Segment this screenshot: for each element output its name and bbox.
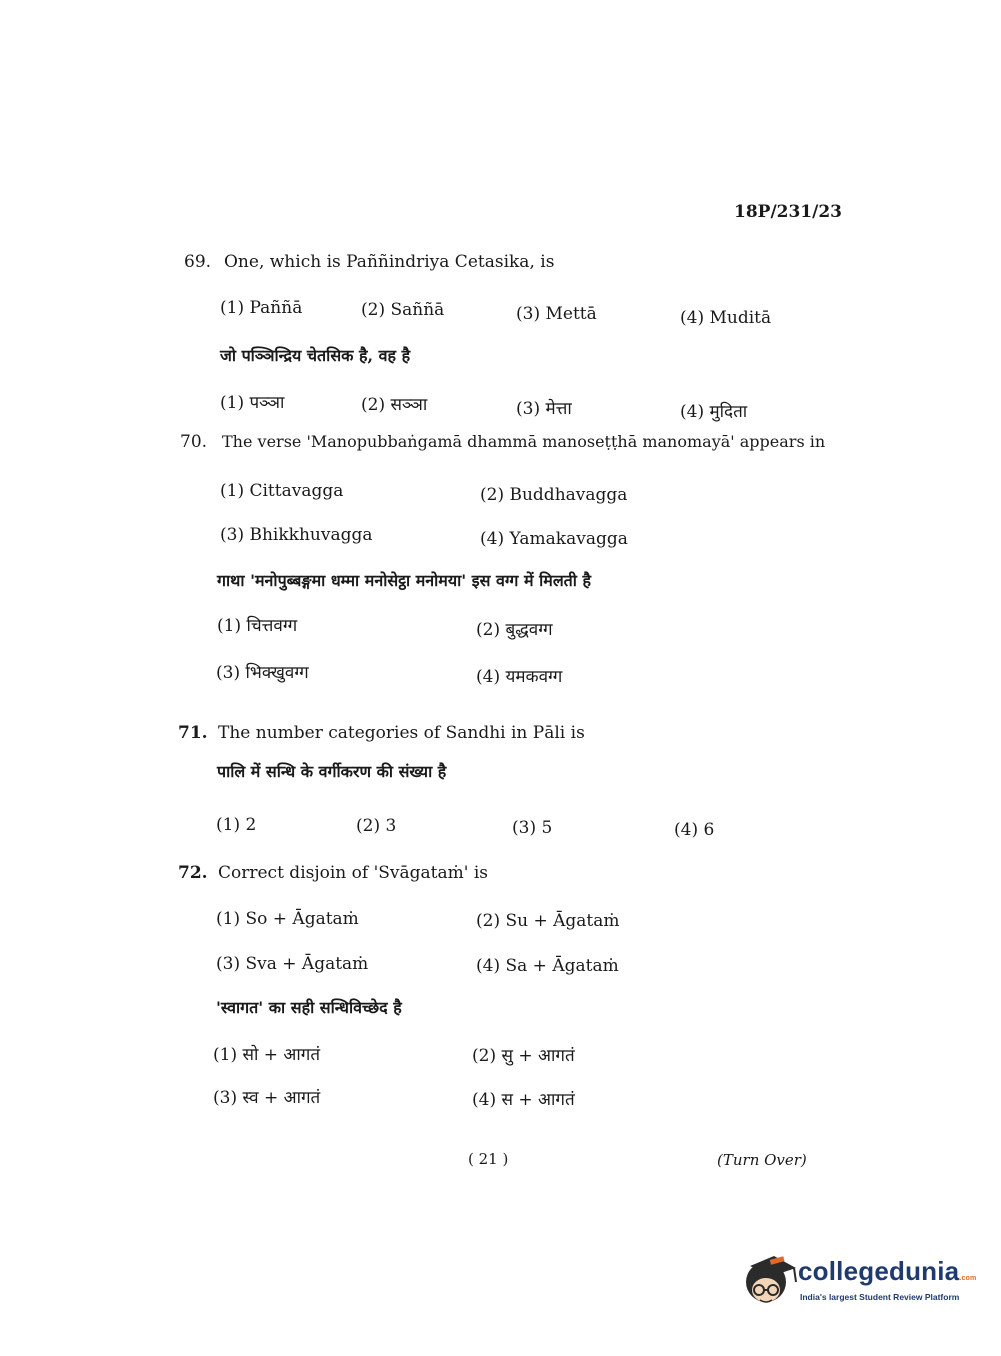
option-4: (4) Yamakavagga bbox=[480, 529, 628, 549]
hindi-option-1: (1) पञ्ञा bbox=[220, 393, 285, 413]
hindi-option-1: (1) सो + आगतं bbox=[213, 1045, 321, 1065]
hindi-option-2: (2) बुद्धवग्ग bbox=[476, 620, 553, 640]
question-number: 69. bbox=[184, 252, 212, 272]
hindi-option-1: (1) चित्तवग्ग bbox=[217, 616, 298, 636]
brand-tagline: India's largest Student Review Platform bbox=[800, 1292, 960, 1302]
hindi-option-3: (3) मेत्ता bbox=[516, 399, 572, 419]
option-1: (1) So + Āgataṁ bbox=[216, 909, 359, 929]
hindi-question-text: 'स्वागत' का सही सन्धिविच्छेद है bbox=[216, 998, 402, 1017]
option-3: (3) Mettā bbox=[516, 304, 597, 324]
option-2: (2) Buddhavagga bbox=[480, 485, 628, 505]
question-text: The verse 'Manopubbaṅgamā dhammā manoseṭṭhā manomayā' appears in bbox=[222, 432, 826, 451]
hindi-option-2: (2) सञ्ञा bbox=[361, 395, 428, 415]
hindi-option-4: (4) मुदिता bbox=[680, 402, 748, 422]
mascot-icon bbox=[740, 1250, 798, 1312]
option-3: (3) 5 bbox=[512, 818, 553, 838]
option-2: (2) Su + Āgataṁ bbox=[476, 911, 620, 931]
option-3: (3) Sva + Āgataṁ bbox=[216, 954, 369, 974]
option-1: (1) Cittavagga bbox=[220, 481, 344, 501]
option-3: (3) Bhikkhuvagga bbox=[220, 525, 373, 545]
collegedunia-watermark bbox=[740, 1250, 980, 1314]
question-number: 71. bbox=[178, 723, 208, 743]
page-number: ( 21 ) bbox=[468, 1150, 509, 1168]
option-1: (1) Paññā bbox=[220, 298, 303, 318]
option-2: (2) 3 bbox=[356, 816, 397, 836]
hindi-option-4: (4) यमकवग्ग bbox=[476, 667, 563, 687]
hindi-question-text: जो पञ्ञिन्द्रिय चेतसिक है, वह है bbox=[220, 346, 411, 365]
option-4: (4) 6 bbox=[674, 820, 715, 840]
option-4: (4) Sa + Āgataṁ bbox=[476, 956, 619, 976]
question-text: The number categories of Sandhi in Pāli is bbox=[218, 723, 585, 743]
option-1: (1) 2 bbox=[216, 815, 257, 835]
hindi-question-text: पालि में सन्धि के वर्गीकरण की संख्या है bbox=[217, 762, 447, 781]
option-2: (2) Saññā bbox=[361, 300, 445, 320]
hindi-option-3: (3) भिक्खुवग्ग bbox=[216, 663, 309, 683]
hindi-question-text: गाथा 'मनोपुब्बङ्गमा धम्मा मनोसेट्ठा मनोमया' इस वग्ग में मिलती है bbox=[217, 571, 591, 590]
option-4: (4) Muditā bbox=[680, 308, 772, 328]
brand-name: collegedunia bbox=[798, 1256, 960, 1286]
hindi-option-4: (4) स + आगतं bbox=[472, 1090, 575, 1110]
hindi-option-3: (3) स्व + आगतं bbox=[213, 1088, 321, 1108]
question-number: 72. bbox=[178, 863, 208, 883]
question-text: One, which is Paññindriya Cetasika, is bbox=[224, 252, 555, 272]
question-text: Correct disjoin of 'Svāgataṁ' is bbox=[218, 863, 488, 883]
question-number: 70. bbox=[180, 432, 208, 452]
turn-over-note: (Turn Over) bbox=[717, 1151, 807, 1169]
brand-suffix: .com bbox=[959, 1275, 977, 1282]
paper-code: 18P/231/23 bbox=[734, 202, 843, 222]
hindi-option-2: (2) सु + आगतं bbox=[472, 1046, 575, 1066]
